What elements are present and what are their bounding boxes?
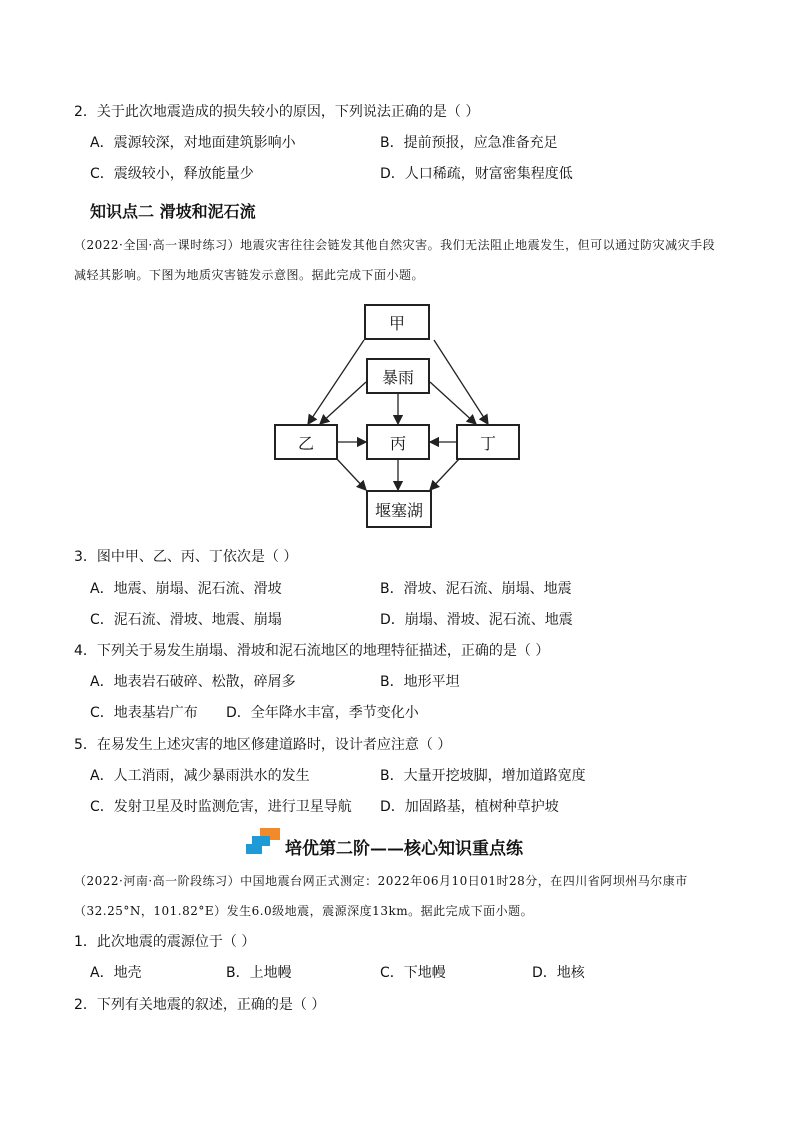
section-logo-icon [246, 828, 282, 858]
arrow-jia-yi [308, 340, 364, 424]
q3-option-c: C．泥石流、滑坡、地震、崩塌 [90, 612, 282, 628]
section-title: 培优第二阶——核心知识重点练 [285, 839, 523, 859]
knowledge-point-heading: 知识点二 滑坡和泥石流 [90, 202, 256, 221]
box-yansehu: 堰塞湖 [366, 490, 432, 528]
q2b-stem: 2．下列有关地震的叙述，正确的是（ ） [74, 997, 326, 1013]
q3-stem: 3．图中甲、乙、丙、丁依次是（ ） [74, 549, 298, 565]
q3-option-a: A．地震、崩塌、泥石流、滑坡 [90, 581, 282, 597]
intro-paragraph-2: （2022·河南·高一阶段练习）中国地震台网正式测定：2022年06月10日01时28分，在四川省阿坝州马尔康市（32.25°N，101.82°E）发生6.0级地震，震源深度13km。据此完成下面小题。 [74, 874, 688, 918]
q4-option-b: B．地形平坦 [380, 674, 460, 690]
q2-option-d: D．人口稀疏，财富密集程度低 [380, 166, 573, 182]
q1b-option-b: B．上地幔 [226, 965, 292, 981]
q5-option-c: C．发射卫星及时监测危害，进行卫星导航 [90, 799, 352, 815]
q2-option-b: B．提前预报，应急准备充足 [380, 135, 558, 151]
arrow-baoyu-ding [430, 382, 476, 424]
q5-option-b: B．大量开挖坡脚，增加道路宽度 [380, 768, 586, 784]
disaster-chain-diagram [270, 300, 530, 530]
q5-stem: 5．在易发生上述灾害的地区修建道路时，设计者应注意（ ） [74, 737, 452, 753]
q4-stem: 4．下列关于易发生崩塌、滑坡和泥石流地区的地理特征描述，正确的是（ ） [74, 643, 550, 659]
q4-option-c: C．地表基岩广布 [90, 705, 198, 721]
q1b-option-a: A．地壳 [90, 965, 142, 981]
q2-option-c: C．震级较小，释放能量少 [90, 166, 254, 182]
arrow-jia-ding [434, 340, 488, 424]
q3-option-d: D．崩塌、滑坡、泥石流、地震 [380, 612, 573, 628]
q1b-option-c: C．下地幔 [380, 965, 446, 981]
box-bing: 丙 [366, 424, 430, 460]
q4-option-d: D．全年降水丰富，季节变化小 [226, 705, 419, 721]
q2-option-a: A．震源较深，对地面建筑影响小 [90, 135, 296, 151]
q2-stem: 2．关于此次地震造成的损失较小的原因，下列说法正确的是（ ） [74, 104, 480, 120]
q5-option-a: A．人工消雨，减少暴雨洪水的发生 [90, 768, 310, 784]
intro-paragraph-1: （2022·全国·高一课时练习）地震灾害往往会链发其他自然灾害。我们无法阻止地震发生，但可以通过防灾减灾手段减轻其影响。下图为地质灾害链发示意图。据此完成下面小题。 [74, 238, 716, 282]
box-baoyu: 暴雨 [366, 358, 430, 394]
q4-option-a: A．地表岩石破碎、松散，碎屑多 [90, 674, 296, 690]
box-jia: 甲 [364, 304, 430, 340]
arrow-yi-yansehu [336, 458, 366, 490]
q1b-stem: 1．此次地震的震源位于（ ） [74, 934, 256, 950]
arrow-baoyu-yi [320, 382, 366, 424]
box-ding: 丁 [456, 424, 520, 460]
q3-option-b: B．滑坡、泥石流、崩塌、地震 [380, 581, 572, 597]
box-yi: 乙 [274, 424, 338, 460]
q1b-option-d: D．地核 [532, 965, 585, 981]
q5-option-d: D．加固路基，植树种草护坡 [380, 799, 559, 815]
arrow-ding-yansehu [430, 458, 460, 490]
